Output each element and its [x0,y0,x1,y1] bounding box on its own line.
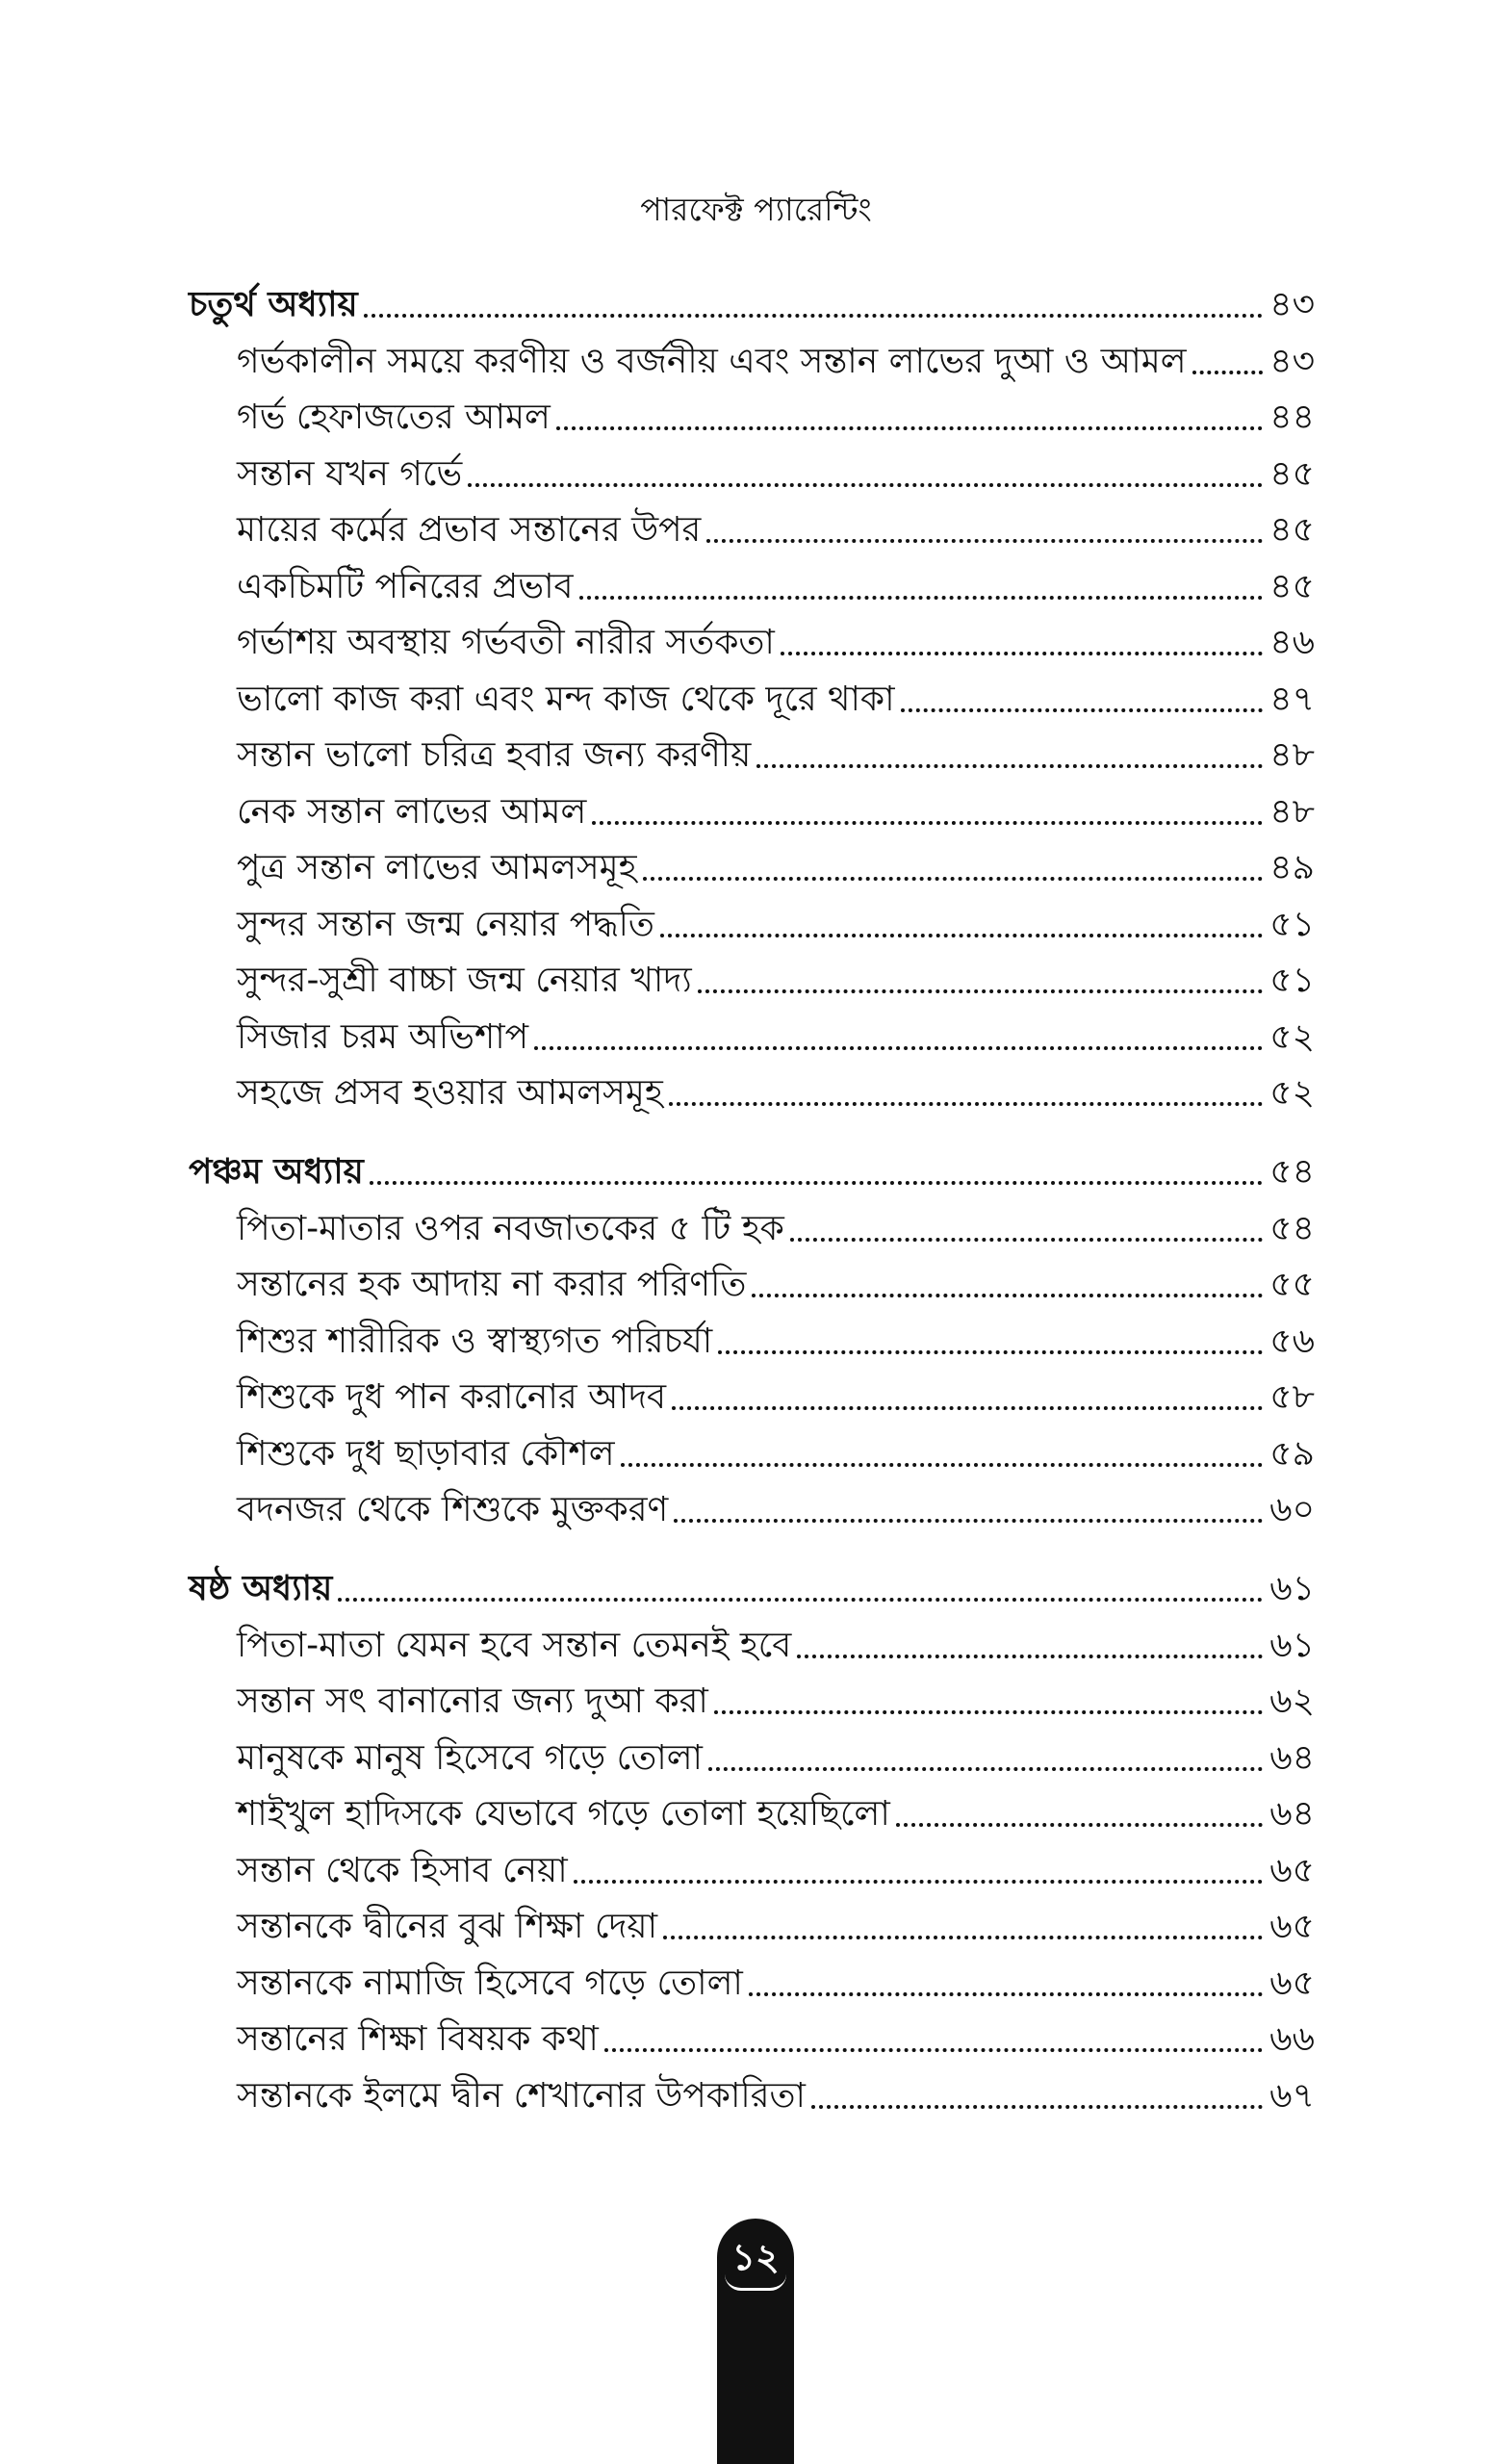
entry-title: সন্তানকে দ্বীনের বুঝ শিক্ষা দেয়া [237,1907,658,1946]
dot-leader [660,934,1263,937]
dot-leader [534,1046,1263,1050]
page-ref: ৬২ [1269,1681,1315,1721]
toc-entry-row [189,1422,1315,1478]
page-ref: ৪৮ [1269,791,1315,832]
entry-title: মানুষকে মানুষ হিসেবে গড়ে তোলা [237,1737,703,1778]
dot-leader [811,2105,1263,2109]
toc-entry-row [189,2008,1315,2065]
dot-leader [643,877,1263,881]
dot-leader [370,1181,1263,1185]
dot-leader [756,764,1263,768]
entry-title: সন্তানের হক আদায় না করার পরিণতি [237,1265,747,1304]
page-ref: ৫৫ [1269,1265,1315,1304]
entry-title: সন্তানকে নামাজি হিসেবে গড়ে তোলা [237,1963,743,2003]
page-ref: ৫২ [1269,1016,1315,1057]
dot-leader [714,1710,1263,1714]
page-ref: ৫৬ [1269,1321,1315,1361]
page-ref: ৫৮ [1269,1377,1315,1417]
entry-title: শাইখুল হাদিসকে যেভাবে গড়ে তোলা হয়েছিলো [237,1794,890,1834]
toc-entry-row [189,329,1315,386]
page-ref: ৫৯ [1269,1433,1315,1474]
entry-title: শিশুকে দুধ পান করানোর আদব [237,1377,667,1417]
chapter-title: চতুর্থ অধ্যায় [189,285,358,324]
toc-entry-row [189,1005,1315,1062]
dot-leader [797,1655,1263,1658]
dot-leader [718,1350,1263,1354]
dot-leader [556,426,1263,430]
toc-entry-row [189,2064,1315,2120]
toc-entry-row [189,667,1315,724]
page-ref: ৬৫ [1269,1963,1315,2003]
page-ref: ৬০ [1269,1490,1315,1529]
toc-entry-row [189,1062,1315,1118]
dot-leader [621,1463,1263,1467]
dot-leader [698,989,1263,993]
toc-entry-row [189,1366,1315,1423]
toc-entry-row [189,1783,1315,1839]
toc-entry-row [189,1838,1315,1895]
dot-leader [706,539,1263,543]
dot-leader [592,821,1263,825]
folio-ring [725,2274,786,2291]
dot-leader [708,1767,1263,1771]
dot-leader [338,1598,1263,1602]
dot-leader [901,708,1263,712]
dot-leader [781,652,1263,655]
dot-leader [364,314,1263,318]
table-of-contents [189,270,1315,2140]
toc-entry-row [189,386,1315,443]
dot-leader [574,1880,1263,1884]
page-ref: ৬৭ [1269,2075,1315,2116]
toc-entry-row [189,1309,1315,1366]
dot-leader [674,1519,1263,1523]
toc-entry-row [189,1613,1315,1670]
running-head: পারফেক্ট প্যারেন্টিং [640,191,872,228]
dot-leader [604,2048,1263,2052]
entry-title: পুত্র সন্তান লাভের আমলসমূহ [237,848,637,887]
page-ref: ৫১ [1269,961,1315,1000]
entry-title: মায়ের কর্মের প্রভাব সন্তানের উপর [237,510,702,550]
toc-section [189,270,1315,1117]
page-ref: ৬৫ [1269,1850,1315,1890]
dot-leader [790,1238,1263,1242]
entry-title: বদনজর থেকে শিশুকে মুক্তকরণ [237,1490,669,1529]
toc-entry-row [189,949,1315,1006]
chapter-title: পঞ্চম অধ্যায় [189,1152,364,1192]
toc-entry-row [189,1726,1315,1783]
page-ref: ৪৬ [1269,623,1315,662]
page-ref: ৪৫ [1269,566,1315,606]
dot-leader [752,1294,1263,1297]
entry-title: ভালো কাজ করা এবং মন্দ কাজ থেকে দূরে থাকা [237,679,895,719]
page-ref: ৪৮ [1269,735,1315,775]
page-ref: ৪৪ [1269,398,1315,437]
entry-title: সন্তান ভালো চরিত্র হবার জন্য করণীয় [237,735,752,775]
toc-chapter-row [189,270,1315,329]
toc-entry-row [189,1670,1315,1727]
page-ref: ৬৪ [1269,1737,1315,1778]
toc-entry-row [189,554,1315,611]
toc-entry-row [189,892,1315,949]
page-ref: ৫৪ [1269,1152,1315,1192]
toc-entry-row [189,780,1315,836]
toc-entry-row [189,1951,1315,2008]
page-ref: ৪৯ [1269,848,1315,887]
dot-leader [663,1936,1263,1939]
page-ref: ৪৫ [1269,453,1315,494]
toc-entry-row [189,724,1315,781]
toc-chapter-row [189,1553,1315,1613]
dot-leader [579,596,1263,600]
page-ref: ৬১ [1269,1569,1315,1608]
page-ref: ৬৬ [1269,2019,1315,2059]
dot-leader [1192,371,1263,374]
page-ref: ৪৩ [1269,285,1315,324]
page-ref: ৪৫ [1269,510,1315,550]
entry-title: নেক সন্তান লাভের আমল [237,791,587,832]
entry-title: সহজে প্রসব হওয়ার আমলসমূহ [237,1073,663,1113]
toc-section [189,1553,1315,2120]
toc-entry-row [189,611,1315,668]
entry-title: সুন্দর সন্তান জন্ম নেয়ার পদ্ধতি [237,904,654,944]
page-ref: ৬১ [1269,1625,1315,1665]
entry-title: শিশুকে দুধ ছাড়াবার কৌশল [237,1433,615,1474]
toc-entry-row [189,836,1315,893]
page-ref: ৪৩ [1269,341,1315,381]
chapter-title: ষষ্ঠ অধ্যায় [189,1569,333,1608]
page-ref: ৫২ [1269,1073,1315,1113]
dot-leader [669,1102,1263,1106]
entry-title: পিতা-মাতার ওপর নবজাতকের ৫ টি হক [237,1208,784,1248]
toc-entry-row [189,499,1315,555]
page-ref: ৬৫ [1269,1907,1315,1946]
page-ref: ৬৪ [1269,1794,1315,1834]
page-ref: ৫১ [1269,904,1315,944]
entry-title: সন্তান সৎ বানানোর জন্য দুআ করা [237,1681,708,1721]
entry-title: সন্তানকে ইলমে দ্বীন শেখানোর উপকারিতা [237,2075,806,2116]
dot-leader [749,1992,1263,1996]
dot-leader [672,1406,1263,1410]
page-folio [717,2219,794,2464]
toc-entry-row [189,1196,1315,1253]
page-ref: ৪৭ [1269,679,1315,719]
entry-title: শিশুর শারীরিক ও স্বাস্থ্যগত পরিচর্যা [237,1321,713,1361]
entry-title: একচিমটি পনিরের প্রভাব [237,566,574,606]
entry-title: সিজার চরম অভিশাপ [237,1016,529,1057]
dot-leader [896,1823,1263,1827]
entry-title: গর্ভাশয় অবস্থায় গর্ভবতী নারীর সর্তকতা [237,623,775,662]
toc-section [189,1137,1315,1534]
toc-entry-row [189,442,1315,499]
toc-entry-row [189,1895,1315,1952]
toc-chapter-row [189,1137,1315,1196]
dot-leader [468,483,1263,487]
page-ref: ৫৪ [1269,1208,1315,1248]
entry-title: সন্তানের শিক্ষা বিষয়ক কথা [237,2019,599,2059]
page-number: ১২ [717,2219,794,2296]
entry-title: গর্ভকালীন সময়ে করণীয় ও বর্জনীয় এবং সন্তান লাভের দুআ ও আমল [237,341,1187,381]
entry-title: সন্তান থেকে হিসাব নেয়া [237,1850,568,1890]
entry-title: পিতা-মাতা যেমন হবে সন্তান তেমনই হবে [237,1625,792,1665]
entry-title: গর্ভ হেফাজতের আমল [237,398,551,437]
toc-entry-row [189,1478,1315,1535]
toc-entry-row [189,1253,1315,1310]
entry-title: সুন্দর-সুশ্রী বাচ্চা জন্ম নেয়ার খাদ্য [237,961,692,1000]
entry-title: সন্তান যখন গর্ভে [237,453,463,494]
